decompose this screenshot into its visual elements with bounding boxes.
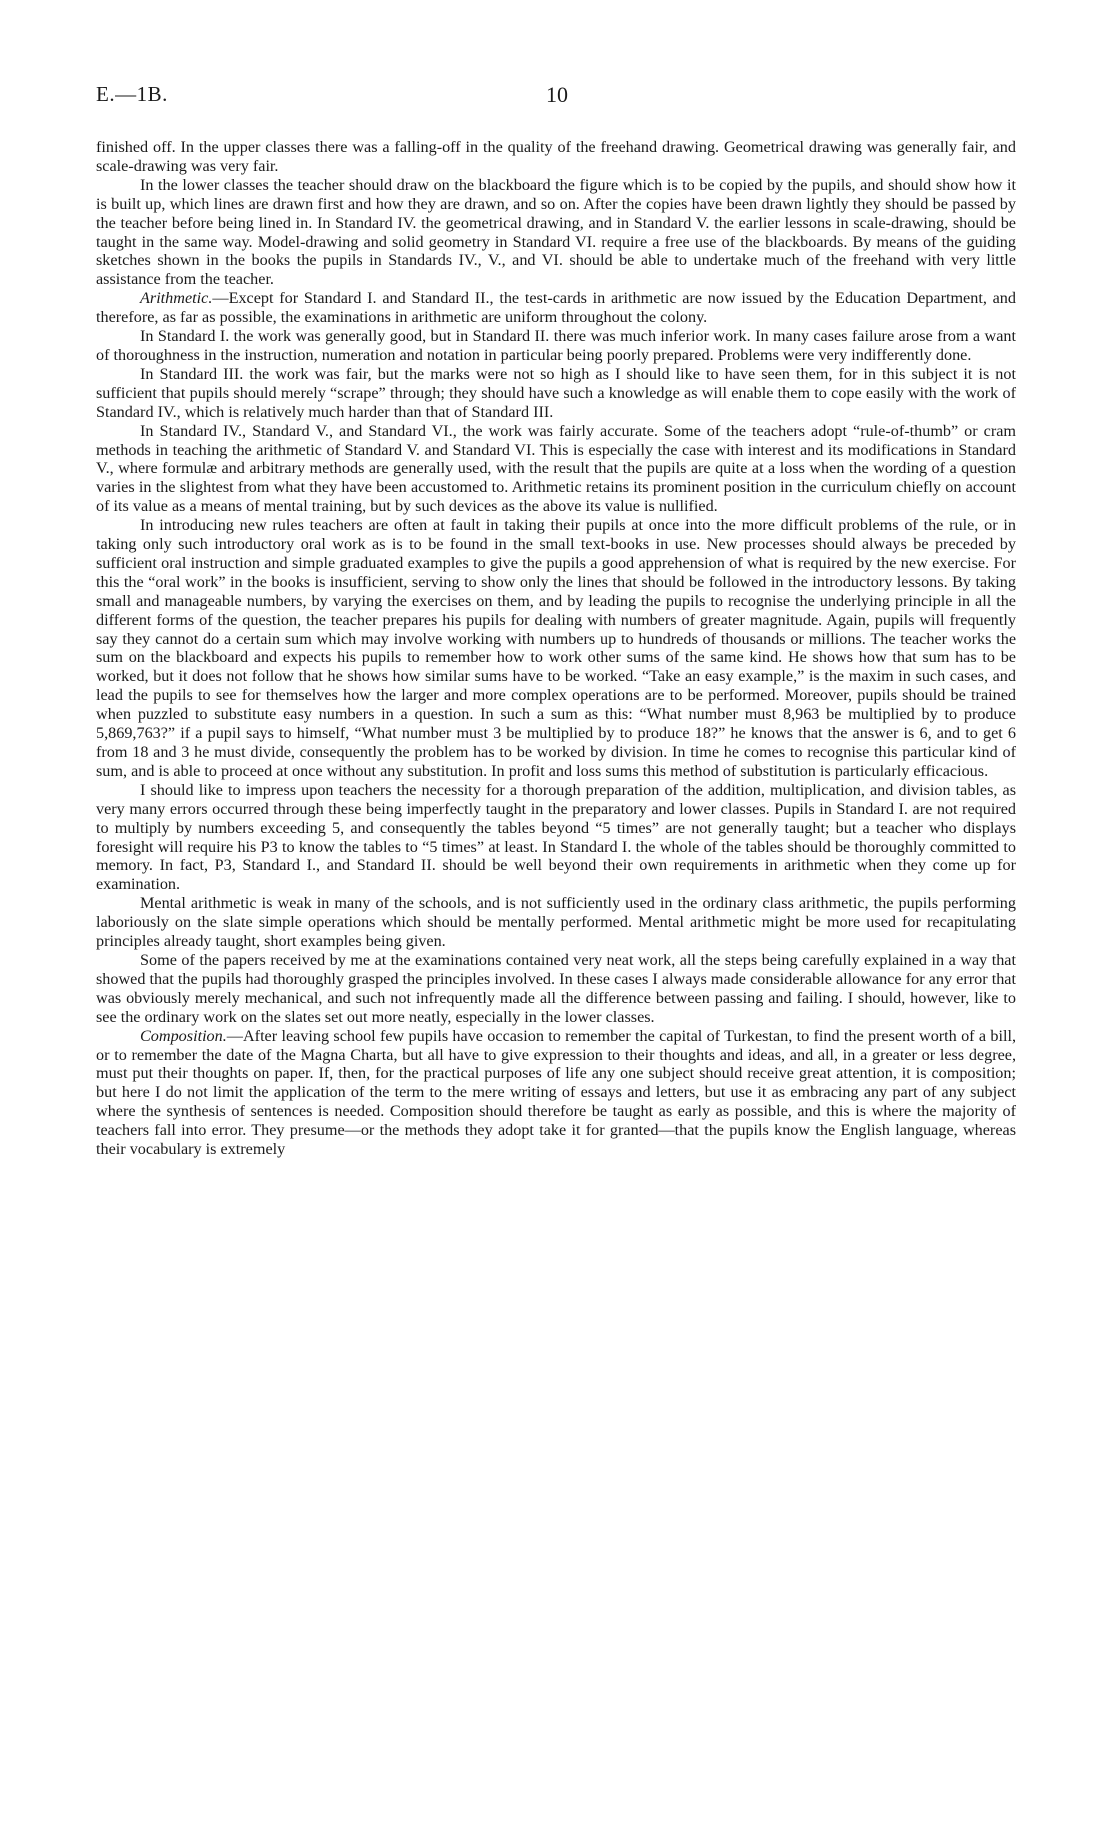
paragraph-text: —Except for Standard I. and Standard II., the test-cards in arithmetic are now issued by the Education Department, and therefore, as far as possible, the examinations in arithmetic are uniform throughout the colony. bbox=[96, 289, 1016, 327]
paragraph-text: I should like to impress upon teachers the necessity for a thorough preparation of the addition, multiplication, and division tables, as very many errors occurred through these being imperfectly taught in the preparatory and lower classes. Pupils in Standard I. are not required to multiply by numbers exceeding 5, and consequently the tables beyond “5 times” are not generally taught; but a teacher who displays foresight will require his P3 to know the tables to “5 times” at least. In Standard I. the whole of the tables should be thoroughly committed to memory. In fact, P3, Standard I., and Standard II. should be well beyond their own requirements in arithmetic when they come up for examination. bbox=[96, 780, 1016, 894]
paragraph-text: Some of the papers received by me at the examinations contained very neat work, all the steps being carefully explained in a way that showed that the pupils had thoroughly grasped the principles involved. In these cases I always made considerable allowance for any error that was obviously merely mechanical, and such not infrequently made all the difference between passing and failing. I should, however, like to see the ordinary work on the slates set out more neatly, especially in the lower classes. bbox=[96, 950, 1016, 1026]
paragraph bbox=[96, 365, 1016, 422]
paragraph bbox=[96, 327, 1016, 365]
paragraph bbox=[96, 1027, 1016, 1159]
paragraph-text: —After leaving school few pupils have occasion to remember the capital of Turkestan, to find the present worth of a bill, or to remember the date of the Magna Charta, but all have to give expression to their thoughts and ideas, and all, in a greater or less degree, must put their thoughts on paper. If, then, for the practical purposes of life any one subject should receive great attention, it is composition; but here I do not limit the application of the term to the mere writing of essays and letters, but use it as embracing any part of any subject where the synthesis of sentences is needed. Composition should therefore be taught as early as possible, and this is where the majority of teachers fall into error. They presume—or the methods they adopt take it for granted—that the pupils know the English language, whereas their vocabulary is extremely bbox=[96, 1026, 1016, 1159]
paragraph bbox=[96, 516, 1016, 781]
section-heading-arithmetic: Arithmetic. bbox=[140, 289, 213, 308]
paragraph-text: In introducing new rules teachers are often at fault in taking their pupils at once into the more difficult problems of the rule, or in taking only such introductory oral work as is to be found in the small text-books in use. New processes should always be preceded by sufficient oral instruction and simple graduated examples to give the pupils a good apprehension of what is required by the new exercise. For this the “oral work” in the books is insufficient, serving to show only the lines that should be followed in the introductory lessons. By taking small and manageable numbers, by varying the exercises on them, and by leading the pupils to recognise the underlying principle in all the different forms of the question, the teacher prepares his pupils for dealing with numbers of greater magnitude. Again, pupils will frequently say they cannot do a certain sum which may involve working with numbers up to hundreds of thousands or millions. The teacher works the sum on the blackboard and expects his pupils to remember how to work other sums of the same kind. He shows how that sum has to be worked, but it does not follow that he shows how similar sums have to be worked. “Take an easy example,” is the maxim in such cases, and lead the pupils to see for themselves how the larger and more complex operations are to be performed. Moreover, pupils should be trained when puzzled to substitute easy numbers in a question. In such a sum as this: “What number must 8,963 be multiplied by to produce 5,869,763?” if a pupil says to himself, “What number must 3 be multiplied by to produce 18?” he knows that the answer is 6, and to get 6 from 18 and 3 he must divide, consequently the problem has to be worked by division. In time he comes to recognise this particular kind of sum, and is able to proceed at once without any substitution. In profit and loss sums this method of substitution is particularly efficacious. bbox=[96, 516, 1016, 780]
paragraph bbox=[96, 289, 1016, 327]
paragraph bbox=[96, 176, 1016, 289]
paragraph bbox=[96, 894, 1016, 951]
paragraph bbox=[96, 951, 1016, 1027]
paragraph bbox=[96, 138, 1016, 176]
paragraph bbox=[96, 422, 1016, 517]
running-head: E.—1B. bbox=[96, 82, 168, 106]
paragraph bbox=[96, 781, 1016, 894]
section-heading-composition: Composition. bbox=[140, 1026, 227, 1045]
paragraph-text: In Standard IV., Standard V., and Standard VI., the work was fairly accurate. Some of the teachers adopt “rule-of-thumb” or cram methods in teaching the arithmetic of Standard V. and Standard VI. This is especially the case with interest and its modifications in Standard V., where formulæ and arbitrary methods are generally used, with the result that the pupils are quite at a loss when the wording of a question varies in the slightest from what they have been accustomed to. Arithmetic retains its prominent position in the curriculum chiefly on account of its value as a means of mental training, but by such devices as the above its value is nullified. bbox=[96, 421, 1016, 516]
paragraph-text: finished off. In the upper classes there was a falling-off in the quality of the freehand drawing. Geometrical drawing was generally fair, and scale-drawing was very fair. bbox=[96, 138, 1016, 175]
paragraph-text: In Standard III. the work was fair, but the marks were not so high as I should like to have seen them, for in this subject it is not sufficient that pupils should merely “scrape” through; they should have such a knowledge as will enable them to cope easily with the work of Standard IV., which is relatively much harder than that of Standard III. bbox=[96, 364, 1016, 421]
paragraph-text: Mental arithmetic is weak in many of the schools, and is not sufficiently used in the ordinary class arithmetic, the pupils performing laboriously on the slate simple operations which should be mentally performed. Mental arithmetic might be more used for recapitulating principles already taught, short examples being given. bbox=[96, 894, 1016, 951]
paragraph-text: In the lower classes the teacher should draw on the blackboard the figure which is to be copied by the pupils, and should show how it is built up, which lines are drawn first and how they are drawn, and so on. After the copies have been drawn lightly they should be passed by the teacher before being lined in. In Standard IV. the geometrical drawing, and in Standard V. the earlier lessons in scale-drawing, should be taught in the same way. Model-drawing and solid geometry in Standard VI. require a free use of the blackboards. By means of the guiding sketches shown in the books the pupils in Standards IV., V., and VI. should be able to undertake much of the freehand with very little assistance from the teacher. bbox=[96, 175, 1016, 289]
body-text bbox=[96, 138, 1016, 1159]
page-number: 10 bbox=[546, 82, 568, 107]
paragraph-text: In Standard I. the work was generally good, but in Standard II. there was much inferior work. In many cases failure arose from a want of thoroughness in the instruction, numeration and notation in particular being poorly prepared. Problems were very indifferently done. bbox=[96, 327, 1016, 364]
